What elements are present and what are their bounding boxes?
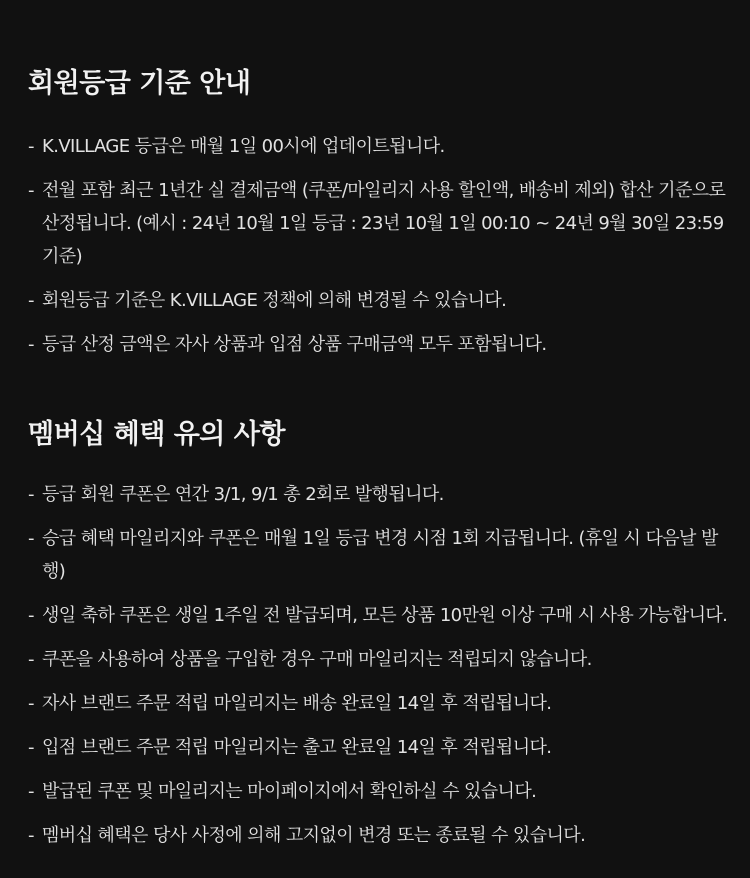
list-item: - 등급 회원 쿠폰은 연간 3/1, 9/1 총 2회로 발행됩니다.	[28, 478, 732, 511]
membership-benefit-notes-title: 멤버십 혜택 유의 사항	[28, 419, 285, 450]
list-item: - 자사 브랜드 주문 적립 마일리지는 배송 완료일 14일 후 적립됩니다.	[28, 687, 732, 720]
list-item: - 전월 포함 최근 1년간 실 결제금액 (쿠폰/마일리지 사용 할인액, 배송비 제외) 합산 기준으로 산정됩니다. (예시 : 24년 10월 1일 등급 : 23년 10월 1일 00:10 ~ 24년 9월 30일 23:59 기준)	[28, 174, 732, 273]
list-item: - 승급 혜택 마일리지와 쿠폰은 매월 1일 등급 변경 시점 1회 지급됩니다. (휴일 시 다음날 발행)	[28, 522, 732, 588]
grade-criteria-list	[28, 130, 732, 361]
list-item: - 생일 축하 쿠폰은 생일 1주일 전 발급되며, 모든 상품 10만원 이상 구매 시 사용 가능합니다.	[28, 599, 732, 632]
membership-benefit-notes-list	[28, 478, 732, 852]
list-item: - K.VILLAGE 등급은 매월 1일 00시에 업데이트됩니다.	[28, 130, 732, 163]
list-item: - 등급 산정 금액은 자사 상품과 입점 상품 구매금액 모두 포함됩니다.	[28, 328, 732, 361]
list-item: - 멤버십 혜택은 당사 사정에 의해 고지없이 변경 또는 종료될 수 있습니다.	[28, 819, 732, 852]
list-item: - 쿠폰을 사용하여 상품을 구입한 경우 구매 마일리지는 적립되지 않습니다.	[28, 643, 732, 676]
list-item: - 회원등급 기준은 K.VILLAGE 정책에 의해 변경될 수 있습니다.	[28, 284, 732, 317]
list-item: - 발급된 쿠폰 및 마일리지는 마이페이지에서 확인하실 수 있습니다.	[28, 775, 732, 808]
grade-criteria-title: 회원등급 기준 안내	[28, 68, 251, 99]
list-item: - 입점 브랜드 주문 적립 마일리지는 출고 완료일 14일 후 적립됩니다.	[28, 731, 732, 764]
